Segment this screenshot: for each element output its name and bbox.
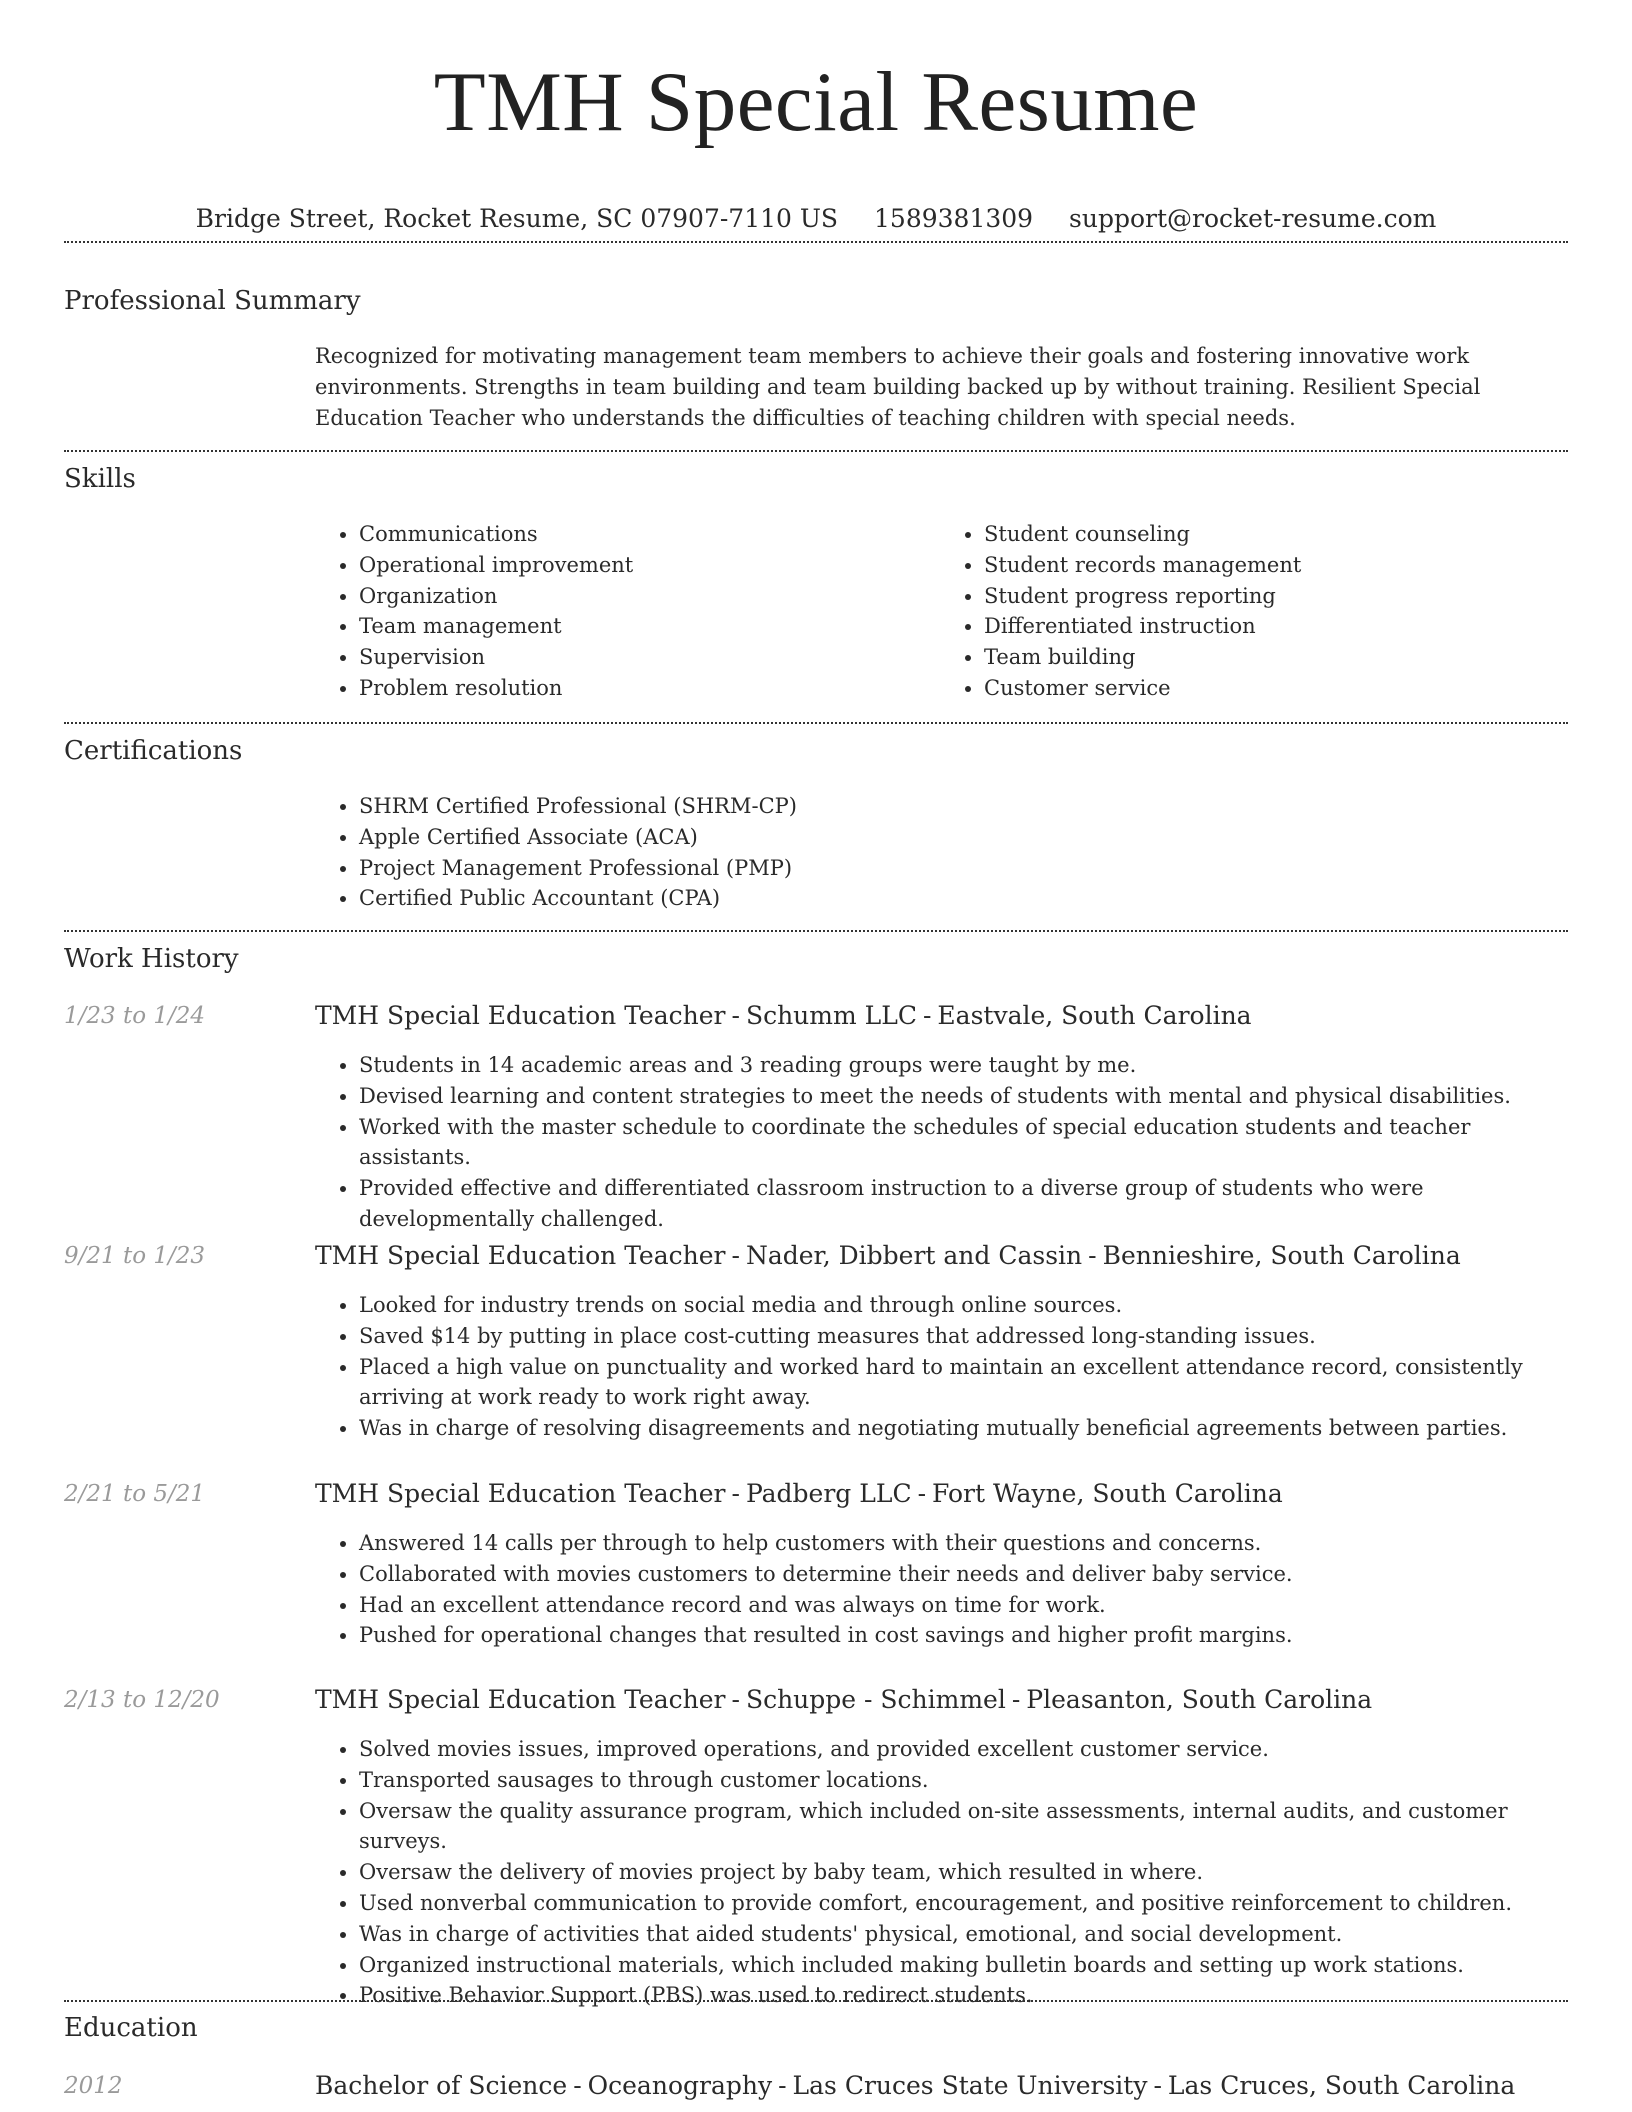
skill-item: • Communications xyxy=(359,519,940,550)
job-bullet: • Used nonverbal communication to provide comfort, encouragement, and positive reinforcement to children. xyxy=(359,1888,1565,1919)
job-title-line: TMH Special Education Teacher - Schuppe - Schimmel - Pleasanton, South Carolina xyxy=(315,1685,1373,1714)
skill-item: • Team management xyxy=(359,611,940,642)
job-bullet: • Was in charge of resolving disagreements and negotiating mutually beneficial agreements between parties. xyxy=(359,1413,1565,1444)
education-degree: Bachelor of Science xyxy=(315,2071,568,2100)
job-role: TMH Special Education Teacher xyxy=(315,1479,726,1508)
skill-item: • Supervision xyxy=(359,642,940,673)
job-title-line: TMH Special Education Teacher - Padberg LLC - Fort Wayne, South Carolina xyxy=(315,1479,1283,1508)
certification-item: • SHRM Certified Professional (SHRM-CP) xyxy=(359,791,1565,822)
job-company: Schumm LLC xyxy=(745,1001,917,1030)
job-bullet: • Transported sausages to through customer locations. xyxy=(359,1765,1565,1796)
job-bullet: • Collaborated with movies customers to determine their needs and deliver baby service. xyxy=(359,1559,1565,1590)
skill-item: • Student progress reporting xyxy=(984,581,1565,612)
job-bullets xyxy=(315,1528,1565,1651)
skills-list xyxy=(315,519,1565,704)
job-bullets xyxy=(315,1734,1565,2011)
job-bullets xyxy=(315,1050,1565,1235)
job-role: TMH Special Education Teacher xyxy=(315,1241,726,1270)
job-bullet: • Provided effective and differentiated classroom instruction to a diverse group of students who were developmentally challenged. xyxy=(359,1173,1565,1235)
skills-title: Skills xyxy=(64,464,136,494)
certifications-title: Certifications xyxy=(64,736,243,766)
email: support@rocket-resume.com xyxy=(1069,204,1437,233)
skill-item: • Student counseling xyxy=(984,519,1565,550)
education-year: 2012 xyxy=(64,2073,123,2099)
job-location: Fort Wayne, South Carolina xyxy=(932,1479,1283,1508)
job-bullet: • Saved $14 by putting in place cost-cutting measures that addressed long-standing issues. xyxy=(359,1321,1565,1352)
skill-item: • Organization xyxy=(359,581,940,612)
skills-column-right xyxy=(940,519,1565,704)
certification-item: • Apple Certified Associate (ACA) xyxy=(359,822,1565,853)
skill-item: • Operational improvement xyxy=(359,550,940,581)
job-dates: 2/21 to 5/21 xyxy=(64,1481,206,1507)
contact-line xyxy=(0,202,1632,236)
section-divider xyxy=(64,241,1568,243)
education-line: Bachelor of Science - Oceanography - Las Cruces State University - Las Cruces, South Carolina xyxy=(315,2071,1516,2100)
job-company: Nader, Dibbert and Cassin xyxy=(745,1241,1083,1270)
job-bullet: • Positive Behavior Support (PBS) was used to redirect students. xyxy=(359,1980,1565,2011)
job-bullet: • Organized instructional materials, which included making bulletin boards and setting up work stations. xyxy=(359,1950,1565,1981)
skill-item: • Team building xyxy=(984,642,1565,673)
skills-column-left xyxy=(315,519,940,704)
certification-item: • Project Management Professional (PMP) xyxy=(359,853,1565,884)
section-divider xyxy=(64,2000,1568,2002)
candidate-name: TMH Special Resume xyxy=(433,55,1199,149)
job-bullet: • Worked with the master schedule to coordinate the schedules of special education students and teacher assistants. xyxy=(359,1112,1565,1174)
education-school: Las Cruces State University xyxy=(792,2071,1148,2100)
job-title-line: TMH Special Education Teacher - Nader, Dibbert and Cassin - Bennieshire, South Carolina xyxy=(315,1241,1461,1270)
job-role: TMH Special Education Teacher xyxy=(315,1001,726,1030)
summary-title: Professional Summary xyxy=(64,286,361,316)
job-location: Eastvale, South Carolina xyxy=(937,1001,1252,1030)
skill-item: • Problem resolution xyxy=(359,673,940,704)
certification-item: • Certified Public Accountant (CPA) xyxy=(359,883,1565,914)
work-history-title: Work History xyxy=(64,944,239,974)
job-bullet: • Students in 14 academic areas and 3 reading groups were taught by me. xyxy=(359,1050,1565,1081)
job-bullet: • Was in charge of activities that aided students' physical, emotional, and social development. xyxy=(359,1919,1565,1950)
job-bullet: • Oversaw the delivery of movies project by baby team, which resulted in where. xyxy=(359,1857,1565,1888)
job-location: Pleasanton, South Carolina xyxy=(1026,1685,1373,1714)
job-company: Padberg LLC xyxy=(745,1479,912,1508)
job-company: Schuppe - Schimmel xyxy=(745,1685,1006,1714)
job-bullet: • Answered 14 calls per through to help customers with their questions and concerns. xyxy=(359,1528,1565,1559)
job-bullet: • Pushed for operational changes that resulted in cost savings and higher profit margins. xyxy=(359,1620,1565,1651)
job-title-line: TMH Special Education Teacher - Schumm LLC - Eastvale, South Carolina xyxy=(315,1001,1252,1030)
job-role: TMH Special Education Teacher xyxy=(315,1685,726,1714)
job-dates: 9/21 to 1/23 xyxy=(64,1243,206,1269)
job-bullet: • Devised learning and content strategies to meet the needs of students with mental and physical disabilities. xyxy=(359,1081,1565,1112)
job-bullet: • Looked for industry trends on social media and through online sources. xyxy=(359,1290,1565,1321)
section-divider xyxy=(64,930,1568,932)
section-divider xyxy=(64,450,1568,452)
skill-item: • Differentiated instruction xyxy=(984,611,1565,642)
job-bullet: • Had an excellent attendance record and was always on time for work. xyxy=(359,1590,1565,1621)
summary-text: Recognized for motivating management team members to achieve their goals and fostering innovative work environments. Strengths in team building and team building backed up by without training. Resilient Special Education Teacher who understands the difficulties of teaching children with special needs. xyxy=(315,344,1481,430)
job-bullet: • Solved movies issues, improved operations, and provided excellent customer service. xyxy=(359,1734,1565,1765)
education-field: Oceanography xyxy=(587,2071,773,2100)
education-title: Education xyxy=(64,2013,198,2043)
job-location: Bennieshire, South Carolina xyxy=(1102,1241,1461,1270)
job-dates: 2/13 to 12/20 xyxy=(64,1687,220,1713)
skill-item: • Customer service xyxy=(984,673,1565,704)
skill-item: • Student records management xyxy=(984,550,1565,581)
job-bullets xyxy=(315,1290,1565,1444)
certifications-list xyxy=(315,791,1565,914)
education-location: Las Cruces, South Carolina xyxy=(1167,2071,1516,2100)
job-dates: 1/23 to 1/24 xyxy=(64,1003,206,1029)
job-bullet: • Oversaw the quality assurance program, which included on-site assessments, internal audits, and customer surveys. xyxy=(359,1796,1565,1858)
section-divider xyxy=(64,722,1568,724)
job-bullet: • Placed a high value on punctuality and worked hard to maintain an excellent attendance record, consistently arriving at work ready to work right away. xyxy=(359,1352,1565,1414)
resume-header xyxy=(0,0,1632,236)
phone: 1589381309 xyxy=(874,204,1034,233)
address: Bridge Street, Rocket Resume, SC 07907-7110 US xyxy=(195,204,839,233)
